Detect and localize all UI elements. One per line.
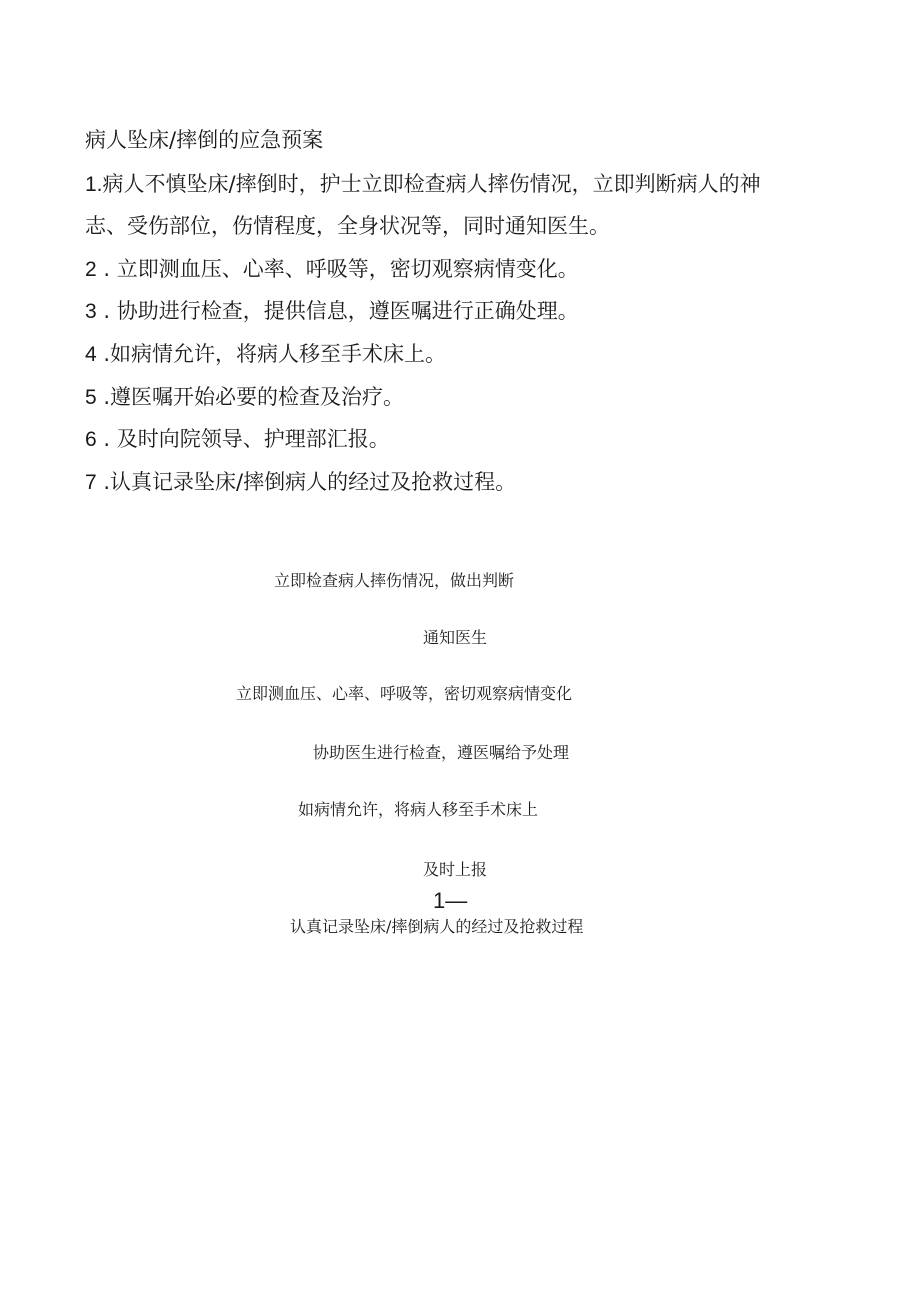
step-number: 4 [85,343,97,366]
step-text: .如病情允许，将病人移至手术床上。 [96,342,447,366]
flow-node-measure-vitals: 立即测血压、心率、呼吸等，密切观察病情变化 [236,684,573,703]
flow-node-notify-doctor: 通知医生 [423,628,488,647]
step-7 [85,468,516,497]
step-3 [85,297,579,326]
step-text: .认真记录坠床/摔倒病人的经过及抢救过程。 [96,470,517,494]
step-text: .遵医嘱开始必要的检查及治疗。 [96,385,405,409]
step-text: . 协助进行检查，提供信息，遵医嘱进行正确处理。 [96,299,579,323]
step-text: 病人不慎坠床/摔倒时，护士立即检查病人摔伤情况，立即判断病人的神 [102,172,761,196]
step-5 [85,383,404,412]
step-number: 5 [85,386,97,409]
step-4 [85,340,446,369]
step-number: 6 [85,428,97,451]
flow-node-report: 及时上报 [423,860,488,879]
step-6 [85,425,390,454]
step-number: 3 [85,300,97,323]
step-1-line-1 [85,170,761,199]
flow-node-record: 认真记录坠床/摔倒病人的经过及抢救过程 [290,917,584,936]
step-text: 志、受伤部位，伤情程度，全身状况等，同时通知医生。 [85,214,610,238]
step-1-line-2 [85,212,610,240]
step-number: 7 [85,471,97,494]
step-number: 1. [85,173,103,196]
step-number: 2 [85,258,97,281]
flow-node-check-injury: 立即检查病人摔伤情况，做出判断 [274,571,515,590]
flow-connector-mark: 1— [433,888,468,913]
step-2 [85,255,579,284]
document-title: 病人坠床/摔倒的应急预案 [85,128,324,152]
flow-node-assist-exam: 协助医生进行检查，遵医嘱给予处理 [313,743,570,762]
step-text: . 及时向院领导、护理部汇报。 [96,427,390,451]
step-text: . 立即测血压、心率、呼吸等，密切观察病情变化。 [96,257,579,281]
flow-node-move-patient: 如病情允许，将病人移至手术床上 [298,800,539,819]
